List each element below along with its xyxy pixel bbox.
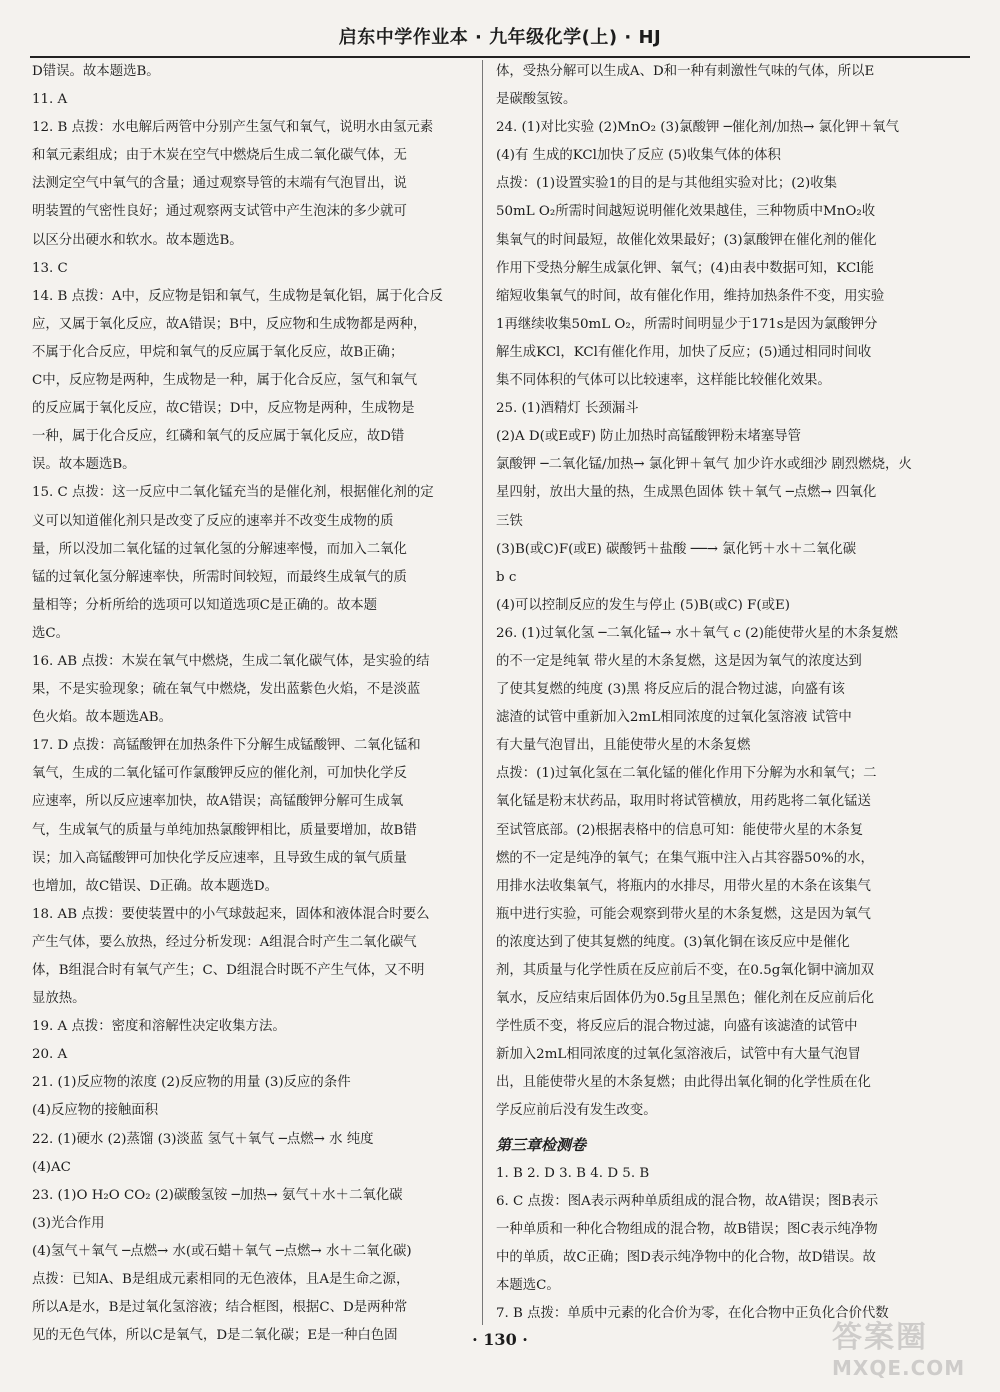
answer-line: 法测定空气中氧气的含量；通过观察导管的末端有气泡冒出，说 — [32, 176, 407, 192]
answer-line: 体，B组混合时有氧气产生；C、D组混合时既不产生气体，又不明 — [32, 963, 425, 978]
answer-line: D错误。故本题选B。 — [32, 64, 160, 79]
section-answers — [496, 1160, 936, 1329]
answer-line: 义可以知道催化剂只是改变了反应的速率并不改变生成物的质 — [32, 513, 394, 529]
answer-line: 出，且能使带火星的木条复燃；由此得出氧化铜的化学性质在化 — [496, 1075, 871, 1091]
answer-line: 色火焰。故本题选AB。 — [32, 710, 173, 726]
watermark-url: MXQE.COM — [832, 1356, 966, 1380]
answer-line: 量相等；分析所给的选项可以知道选项C是正确的。故本题 — [32, 597, 378, 613]
answer-line: (4)AC — [32, 1159, 71, 1175]
answer-line: 点拨：(1)过氧化氢在二氧化锰的催化作用下分解为水和氧气；二 — [496, 766, 877, 782]
answer-line: C中，反应物是两种，生成物是一种，属于化合反应，氢气和氧气 — [32, 373, 418, 389]
watermark-logo-text: 答案圈 — [832, 1320, 928, 1355]
section-title: 第三章检测卷 — [496, 1135, 587, 1154]
answer-line: 所以A是水，B是过氧化氢溶液；结合框图，根据C、D是两种常 — [32, 1300, 408, 1316]
answer-line: 点拨：已知A、B是组成元素相同的无色液体，且A是生命之源， — [32, 1272, 410, 1288]
answer-line: 6. C 点拨：图A表示两种单质组成的混合物，故A错误；图B表示 — [496, 1193, 879, 1209]
answer-line: 18. AB 点拨：要使装置中的小气球鼓起来，固体和液体混合时要么 — [32, 906, 430, 922]
answer-line: (3)B(或C)F(或E) 碳酸钙＋盐酸 ──→ 氯化钙＋水＋二氧化碳 — [496, 541, 857, 557]
answer-line: 也增加，故C错误、D正确。故本题选D。 — [32, 878, 278, 894]
answer-line: 1再继续收集50mL O₂，所需时间明显少于171s是因为氯酸钾分 — [496, 316, 878, 332]
answer-line: 中的单质，故C正确；图D表示纯净物中的化合物，故D错误。故 — [496, 1249, 876, 1265]
answer-line: 点拨：(1)设置实验1的目的是与其他组实验对比；(2)收集 — [496, 176, 838, 192]
header-title: 启东中学作业本 · 九年级化学(上) · HJ — [338, 27, 662, 48]
answer-line: 24. (1)对比实验 (2)MnO₂ (3)氯酸钾 ─催化剂/加热→ 氯化钾＋氧气 — [496, 120, 899, 136]
answer-line: (4)有 生成的KCl加快了反应 (5)收集气体的体积 — [496, 148, 781, 164]
answer-line: 本题选C。 — [496, 1277, 560, 1293]
answer-line: 误；加入高锰酸钾可加快化学反应速率，且导致生成的氧气质量 — [32, 850, 407, 866]
answer-line: 氯酸钾 ─二氧化锰/加热→ 氯化钾＋氧气 加少许水或细沙 剧烈燃烧，火 — [496, 457, 912, 473]
answer-line: 氧水，反应结束后固体仍为0.5g且呈黑色；催化剂在反应前后化 — [496, 991, 875, 1007]
answer-line: 至试管底部。(2)根据表格中的信息可知：能使带火星的木条复 — [496, 822, 864, 838]
answer-line: 锰的过氧化氢分解速率快，所需时间较短，而最终生成氧气的质 — [32, 569, 407, 585]
answer-line: 的反应属于氧化反应，故C错误；D中，反应物是两种，生成物是 — [32, 401, 415, 417]
answer-line: 23. (1)O H₂O CO₂ (2)碳酸氢铵 ─加热→ 氨气＋水＋二氧化碳 — [32, 1187, 403, 1203]
column-divider — [482, 60, 483, 1325]
answer-line: 氧气，生成的二氧化锰可作氯酸钾反应的催化剂，可加快化学反 — [32, 766, 407, 782]
answer-line: 缩短收集氧气的时间，故有催化作用，维持加热条件不变，用实验 — [496, 288, 885, 304]
right-column — [496, 58, 936, 1328]
answer-line: 量，所以没加二氧化锰的过氧化氢的分解速率慢，而加入二氧化 — [32, 541, 407, 557]
answer-line: 剂，其质量与化学性质在反应前后不变，在0.5g氧化铜中滴加双 — [496, 963, 875, 978]
answer-line: 瓶中进行实验，可能会观察到带火星的木条复燃，这是因为氧气 — [496, 906, 871, 922]
answer-line: 集氧气的时间最短，故催化效果最好；(3)氯酸钾在催化剂的催化 — [496, 232, 877, 248]
answer-line: 学性质不变，将反应后的混合物过滤，向盛有该滤渣的试管中 — [496, 1019, 858, 1035]
answer-line: 13. C — [32, 260, 68, 276]
answer-line: 气，生成氧气的质量与单纯加热氯酸钾相比，质量要增加，故B错 — [32, 822, 417, 838]
answer-line: 1. B 2. D 3. B 4. D 5. B — [496, 1165, 650, 1181]
answer-line: 19. A 点拨：密度和溶解性决定收集方法。 — [32, 1019, 286, 1035]
answer-line: 20. A — [32, 1047, 68, 1063]
answer-line: 学反应前后没有发生改变。 — [496, 1103, 657, 1119]
answer-line: 见的无色气体，所以C是氧气，D是二氧化碳；E是一种白色固 — [32, 1328, 398, 1344]
answer-line: (4)可以控制反应的发生与停止 (5)B(或C) F(或E) — [496, 597, 790, 613]
answer-line: 解生成KCl，KCl有催化作用，加快了反应；(5)通过相同时间收 — [496, 344, 872, 360]
answer-line: 是碳酸氢铵。 — [496, 92, 577, 108]
answer-line: 应速率，所以反应速率加快，故A错误；高锰酸钾分解可生成氧 — [32, 794, 404, 810]
answer-line: 果，不是实验现象；硫在氧气中燃烧，发出蓝紫色火焰，不是淡蓝 — [32, 682, 421, 698]
answer-line: 25. (1)酒精灯 长颈漏斗 — [496, 401, 639, 417]
answer-line: 星四射，放出大量的热，生成黑色固体 铁＋氧气 ─点燃→ 四氧化 — [496, 485, 877, 501]
answer-line: b c — [496, 569, 517, 585]
answer-line: 不属于化合反应，甲烷和氧气的反应属于氧化反应，故B正确； — [32, 344, 404, 360]
answer-line: 了使其复燃的纯度 (3)黑 将反应后的混合物过滤，向盛有该 — [496, 682, 845, 698]
answer-line: 应，又属于氧化反应，故A错误；B中，反应物和生成物都是两种， — [32, 316, 427, 332]
answer-line: 选C。 — [32, 625, 70, 641]
right-column-answers — [496, 58, 936, 1126]
answer-line: 和氧元素组成；由于木炭在空气中燃烧后生成二氧化碳气体，无 — [32, 148, 407, 164]
answer-line: 26. (1)过氧化氢 ─二氧化锰→ 水＋氧气 c (2)能使带火星的木条复燃 — [496, 625, 898, 641]
answer-line: 21. (1)反应物的浓度 (2)反应物的用量 (3)反应的条件 — [32, 1075, 351, 1091]
answer-line: 16. AB 点拨：木炭在氧气中燃烧，生成二氧化碳气体，是实验的结 — [32, 653, 430, 669]
answer-line: 22. (1)硬水 (2)蒸馏 (3)淡蓝 氢气＋氧气 ─点燃→ 水 纯度 — [32, 1131, 374, 1147]
answer-line: 7. B 点拨：单质中元素的化合价为零，在化合物中正负化合价代数 — [496, 1306, 889, 1322]
answer-line: 集不同体积的气体可以比较速率，这样能比较催化效果。 — [496, 373, 831, 389]
answer-line: (2)A D(或E或F) 防止加热时高锰酸钾粉末堵塞导管 — [496, 429, 802, 445]
answer-line: 用排水法收集氧气，将瓶内的水排尽，用带火星的木条在该集气 — [496, 878, 871, 894]
answer-line: 明装置的气密性良好；通过观察两支试管中产生泡沫的多少就可 — [32, 204, 407, 220]
answer-line: 误。故本题选B。 — [32, 457, 136, 473]
answer-line: 产生气体，要么放热，经过分析发现：A组混合时产生二氧化碳气 — [32, 934, 417, 950]
page-header — [30, 22, 970, 58]
answer-line: 以区分出硬水和软水。故本题选B。 — [32, 232, 243, 248]
answer-line: 氧化锰是粉末状药品，取用时将试管横放，用药匙将二氧化锰送 — [496, 794, 871, 810]
answer-line: 体，受热分解可以生成A、D和一种有刺激性气味的气体，所以E — [496, 64, 875, 79]
answer-line: (4)反应物的接触面积 — [32, 1103, 159, 1119]
answer-line: 显放热。 — [32, 991, 86, 1007]
answer-line: 作用下受热分解生成氯化钾、氧气；(4)由表中数据可知，KCl能 — [496, 260, 874, 276]
answer-line: 一种，属于化合反应，红磷和氧气的反应属于氧化反应，故D错 — [32, 429, 405, 445]
answer-line: 14. B 点拨：A中，反应物是铝和氧气，生成物是氧化铝，属于化合反 — [32, 288, 443, 304]
answer-line: 的浓度达到了使其复燃的纯度。(3)氧化铜在该反应中是催化 — [496, 934, 850, 950]
answer-line: 15. C 点拨：这一反应中二氧化锰充当的是催化剂，根据催化剂的定 — [32, 485, 434, 501]
answer-line: 燃的不一定是纯净的氧气；在集气瓶中注入占其容器50%的水， — [496, 850, 874, 866]
answer-line: 滤渣的试管中重新加入2mL相同浓度的过氧化氢溶液 试管中 — [496, 710, 852, 726]
answer-line: 50mL O₂所需时间越短说明催化效果越佳，三种物质中MnO₂收 — [496, 204, 876, 220]
answer-line: 新加入2mL相同浓度的过氧化氢溶液后，试管中有大量气泡冒 — [496, 1047, 861, 1063]
answer-line: (4)氢气＋氧气 ─点燃→ 水(或石蜡＋氧气 ─点燃→ 水＋二氧化碳) — [32, 1243, 412, 1259]
answer-line: (3)光合作用 — [32, 1215, 105, 1231]
watermark — [832, 1312, 982, 1382]
answer-line: 三铁 — [496, 513, 523, 529]
answer-line: 一种单质和一种化合物组成的混合物，故B错误；图C表示纯净物 — [496, 1221, 878, 1237]
answer-line: 17. D 点拨：高锰酸钾在加热条件下分解生成锰酸钾、二氧化锰和 — [32, 738, 421, 754]
answer-line: 有大量气泡冒出，且能使带火星的木条复燃 — [496, 738, 751, 754]
page-number: · 130 · — [472, 1330, 528, 1349]
answer-line: 11. A — [32, 92, 68, 108]
answer-line: 12. B 点拨：水电解后两管中分别产生氢气和氧气，说明水由氢元素 — [32, 120, 434, 136]
left-column — [32, 58, 468, 1350]
answer-line: 的不一定是纯氧 带火星的木条复燃，这是因为氧气的浓度达到 — [496, 653, 862, 669]
